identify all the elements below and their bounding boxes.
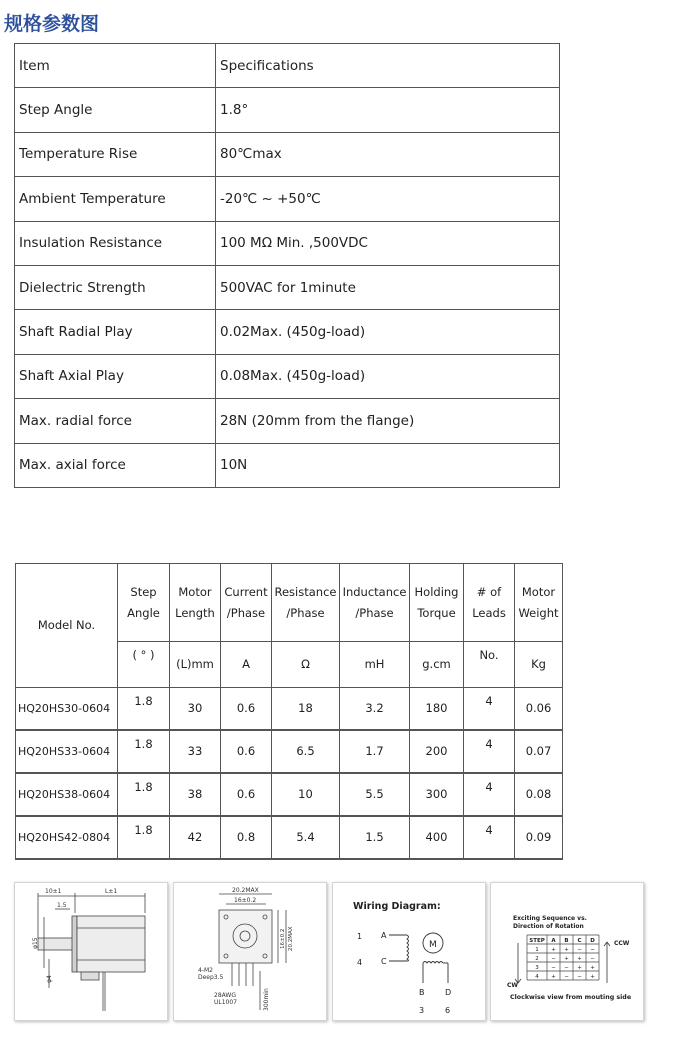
motor-cell-length: 30 bbox=[170, 688, 221, 731]
spec-value: 0.02Max. (450g-load) bbox=[216, 310, 560, 354]
spec-label: Ambient Temperature bbox=[15, 177, 216, 221]
spec-row bbox=[15, 221, 560, 265]
svg-text:1: 1 bbox=[357, 932, 363, 941]
wiring-diagram-svg bbox=[333, 883, 485, 1020]
motor-cell-weight: 0.07 bbox=[515, 730, 563, 773]
motor-cell-torque: 400 bbox=[410, 816, 464, 859]
sequence-cell: − bbox=[551, 956, 556, 962]
sequence-cell: − bbox=[577, 947, 582, 953]
motor-row bbox=[16, 816, 563, 859]
motor-cell-model: HQ20HS30-0604 bbox=[16, 688, 118, 731]
motor-cell-model: HQ20HS42-0804 bbox=[16, 816, 118, 859]
motor-cell-weight: 0.08 bbox=[515, 773, 563, 816]
svg-text:300min: 300min bbox=[263, 988, 270, 1011]
svg-text:UL1007: UL1007 bbox=[214, 999, 238, 1006]
model-header: Model No. bbox=[16, 564, 118, 688]
svg-text:Wiring Diagram:: Wiring Diagram: bbox=[353, 901, 441, 912]
svg-text:Deep3.5: Deep3.5 bbox=[198, 974, 224, 981]
svg-text:28AWG: 28AWG bbox=[214, 992, 236, 999]
motor-cell-model: HQ20HS33-0604 bbox=[16, 730, 118, 773]
motor-cell-step: 1.8 bbox=[118, 688, 170, 731]
motor-cell-leads: 4 bbox=[464, 688, 515, 731]
motor-cell-current: 0.6 bbox=[221, 730, 272, 773]
sequence-cell: 2 bbox=[535, 956, 539, 962]
sequence-cell: + bbox=[590, 974, 595, 980]
sequence-cell: + bbox=[564, 947, 569, 953]
sequence-cell: − bbox=[564, 965, 569, 971]
sequence-cell: + bbox=[551, 974, 556, 980]
front-view-svg bbox=[174, 883, 326, 1020]
motor-cell-leads: 4 bbox=[464, 730, 515, 773]
svg-text:A: A bbox=[381, 931, 387, 940]
motor-cell-torque: 180 bbox=[410, 688, 464, 731]
sequence-cell: + bbox=[551, 947, 556, 953]
unit-resistance: Ω bbox=[272, 642, 340, 688]
spec-label: Max. radial force bbox=[15, 399, 216, 443]
svg-text:1.5: 1.5 bbox=[57, 902, 67, 909]
motor-cell-torque: 300 bbox=[410, 773, 464, 816]
sequence-header-cell: C bbox=[577, 938, 582, 944]
motor-cell-length: 38 bbox=[170, 773, 221, 816]
header-current: Current /Phase bbox=[221, 564, 272, 642]
svg-text:Clockwise view from mouting si: Clockwise view from mouting side bbox=[510, 994, 632, 1001]
sequence-cell: − bbox=[564, 974, 569, 980]
sequence-header-cell: STEP bbox=[529, 938, 545, 944]
spec-value: 0.08Max. (450g-load) bbox=[216, 354, 560, 398]
exciting-sequence-diagram bbox=[490, 882, 644, 1021]
svg-text:10±1: 10±1 bbox=[45, 888, 62, 895]
motor-header-row bbox=[16, 564, 563, 642]
side-view-svg bbox=[15, 883, 167, 1020]
spec-label: Dielectric Strength bbox=[15, 265, 216, 309]
svg-text:L±1: L±1 bbox=[105, 888, 118, 895]
specifications-table bbox=[14, 43, 560, 488]
sequence-cell: − bbox=[577, 974, 582, 980]
motor-cell-step: 1.8 bbox=[118, 773, 170, 816]
svg-text:4-M2: 4-M2 bbox=[198, 967, 213, 974]
header-leads: # of Leads bbox=[464, 564, 515, 642]
sequence-cell: − bbox=[590, 956, 595, 962]
spec-row bbox=[15, 44, 560, 88]
unit-inductance: mH bbox=[340, 642, 410, 688]
motor-cell-resistance: 18 bbox=[272, 688, 340, 731]
motor-cell-inductance: 1.7 bbox=[340, 730, 410, 773]
svg-text:6: 6 bbox=[445, 1006, 451, 1015]
sequence-cell: 1 bbox=[535, 947, 539, 953]
header-step-angle: Step Angle bbox=[118, 564, 170, 642]
spec-label: Shaft Axial Play bbox=[15, 354, 216, 398]
front-view-drawing bbox=[173, 882, 327, 1021]
svg-text:M: M bbox=[429, 940, 437, 950]
unit-leads: No. bbox=[464, 642, 515, 688]
svg-text:CCW: CCW bbox=[614, 940, 630, 947]
motor-cell-inductance: 3.2 bbox=[340, 688, 410, 731]
motor-cell-model: HQ20HS38-0604 bbox=[16, 773, 118, 816]
unit-motor-length: (L)mm bbox=[170, 642, 221, 688]
motor-cell-current: 0.6 bbox=[221, 688, 272, 731]
spec-label: Shaft Radial Play bbox=[15, 310, 216, 354]
svg-text:CW: CW bbox=[507, 982, 519, 989]
unit-holding-torque: g.cm bbox=[410, 642, 464, 688]
motor-cell-inductance: 1.5 bbox=[340, 816, 410, 859]
spec-value: 100 MΩ Min. ,500VDC bbox=[216, 221, 560, 265]
sequence-cell: 4 bbox=[535, 974, 539, 980]
sequence-cell: − bbox=[590, 947, 595, 953]
header-motor-weight: Motor Weight bbox=[515, 564, 563, 642]
svg-text:20.2MAX: 20.2MAX bbox=[232, 887, 259, 894]
sequence-cell: 3 bbox=[535, 965, 539, 971]
sequence-header-cell: A bbox=[551, 938, 556, 944]
motor-models-table bbox=[15, 563, 563, 860]
spec-row bbox=[15, 177, 560, 221]
sequence-header-cell: B bbox=[564, 938, 569, 944]
motor-cell-leads: 4 bbox=[464, 816, 515, 859]
header-holding-torque: Holding Torque bbox=[410, 564, 464, 642]
spec-row bbox=[15, 132, 560, 176]
svg-text:Exciting Sequence vs.: Exciting Sequence vs. bbox=[513, 915, 587, 922]
spec-value: 1.8° bbox=[216, 88, 560, 132]
unit-current: A bbox=[221, 642, 272, 688]
motor-cell-weight: 0.06 bbox=[515, 688, 563, 731]
motor-cell-current: 0.6 bbox=[221, 773, 272, 816]
motor-cell-inductance: 5.5 bbox=[340, 773, 410, 816]
svg-text:20.2MAX: 20.2MAX bbox=[288, 926, 294, 951]
spec-row bbox=[15, 265, 560, 309]
motor-row bbox=[16, 773, 563, 816]
unit-step-angle: ( ° ) bbox=[118, 642, 170, 688]
spec-row bbox=[15, 443, 560, 487]
svg-text:φ4: φ4 bbox=[46, 975, 53, 983]
spec-value: Specifications bbox=[216, 44, 560, 88]
page-heading: 规格参数图 bbox=[4, 13, 100, 35]
spec-label: Step Angle bbox=[15, 88, 216, 132]
motor-cell-weight: 0.09 bbox=[515, 816, 563, 859]
spec-label: Insulation Resistance bbox=[15, 221, 216, 265]
exciting-sequence-svg bbox=[491, 883, 643, 1020]
spec-row bbox=[15, 354, 560, 398]
motor-cell-leads: 4 bbox=[464, 773, 515, 816]
spec-label: Item bbox=[15, 44, 216, 88]
svg-text:3: 3 bbox=[419, 1006, 425, 1015]
spec-label: Temperature Rise bbox=[15, 132, 216, 176]
side-view-drawing bbox=[14, 882, 168, 1021]
wiring-diagram bbox=[332, 882, 486, 1021]
spec-value: 28N (20mm from the flange) bbox=[216, 399, 560, 443]
sequence-cell: + bbox=[564, 956, 569, 962]
header-inductance: Inductance /Phase bbox=[340, 564, 410, 642]
svg-text:16±0.2: 16±0.2 bbox=[234, 897, 257, 904]
spec-row bbox=[15, 88, 560, 132]
header-resistance: Resistance /Phase bbox=[272, 564, 340, 642]
spec-row bbox=[15, 310, 560, 354]
unit-motor-weight: Kg bbox=[515, 642, 563, 688]
motor-cell-length: 33 bbox=[170, 730, 221, 773]
motor-cell-step: 1.8 bbox=[118, 816, 170, 859]
spec-value: 80℃max bbox=[216, 132, 560, 176]
motor-cell-torque: 200 bbox=[410, 730, 464, 773]
motor-cell-resistance: 5.4 bbox=[272, 816, 340, 859]
sequence-cell: + bbox=[577, 956, 582, 962]
sequence-header-cell: D bbox=[590, 938, 595, 944]
svg-text:16±0.2: 16±0.2 bbox=[280, 928, 286, 949]
sequence-cell: + bbox=[590, 965, 595, 971]
header-motor-length: Motor Length bbox=[170, 564, 221, 642]
motor-cell-current: 0.8 bbox=[221, 816, 272, 859]
motor-cell-resistance: 6.5 bbox=[272, 730, 340, 773]
motor-cell-resistance: 10 bbox=[272, 773, 340, 816]
spec-value: 500VAC for 1minute bbox=[216, 265, 560, 309]
svg-text:B: B bbox=[419, 988, 425, 997]
sequence-cell: − bbox=[551, 965, 556, 971]
svg-text:4: 4 bbox=[357, 958, 363, 967]
svg-text:C: C bbox=[381, 957, 387, 966]
svg-text:Direction of Rotation: Direction of Rotation bbox=[513, 923, 584, 930]
motor-row bbox=[16, 688, 563, 731]
spec-value: -20℃ ~ +50℃ bbox=[216, 177, 560, 221]
svg-text:D: D bbox=[445, 988, 452, 997]
sequence-cell: + bbox=[577, 965, 582, 971]
svg-text:φ15: φ15 bbox=[32, 937, 39, 949]
spec-value: 10N bbox=[216, 443, 560, 487]
motor-cell-length: 42 bbox=[170, 816, 221, 859]
motor-cell-step: 1.8 bbox=[118, 730, 170, 773]
spec-row bbox=[15, 399, 560, 443]
spec-label: Max. axial force bbox=[15, 443, 216, 487]
motor-row bbox=[16, 730, 563, 773]
